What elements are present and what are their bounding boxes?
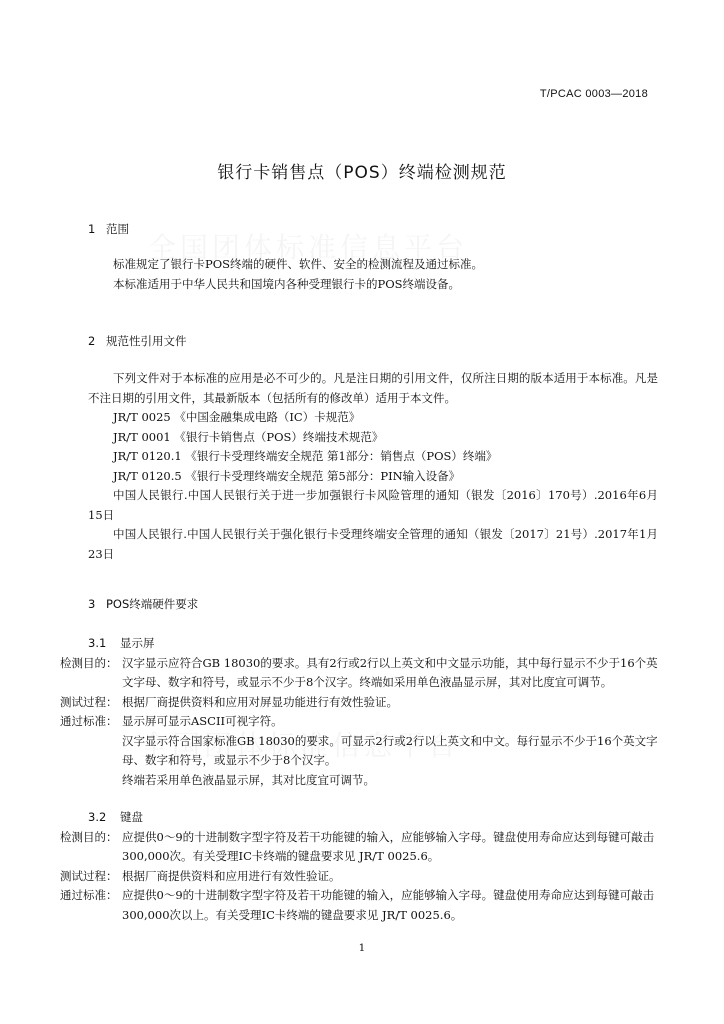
reference-item: JR/T 0025 《中国金融集成电路（IC）卡规范》 [113,410,361,424]
purpose-item [60,654,658,693]
purpose-item [60,828,658,867]
process-text: 根据厂商提供资料和应用对屏显功能进行有效性验证。 [122,694,398,709]
pass-text: 终端若采用单色液晶显示屏，其对比度宜可调节。 [122,772,375,787]
standard-code: T/PCAC 0003—2018 [539,88,648,100]
section-title: 范围 [106,222,129,236]
subsection-number: 3.2 [88,810,107,824]
paragraph: 本标准适用于中华人民共和国境内各种受理银行卡的POS终端设备。 [113,276,461,291]
page-title: 银行卡销售点（POS）终端检测规范 [217,163,507,183]
pass-text: 显示屏可显示ASCII可视字符。 [122,714,283,728]
section-1-body [88,255,658,294]
subsection-title: 键盘 [120,810,143,824]
section-3-heading [88,596,658,613]
paragraph: 下列文件对于本标准的应用是必不可少的。凡是注日期的引用文件，仅所注日期的版本适用于本标准。凡是不注日期的引用文件，其最新版本（包括所有的修改单）适用于本文件。 [88,371,658,405]
page-number: 1 [358,942,366,954]
section-number: 1 [88,222,96,236]
section-title: 规范性引用文件 [106,334,187,348]
pass-text: 汉字显示符合国家标准GB 18030的要求。可显示2行或2行以上英文和中文。每行显示不少于16个英文字母、数字和符号，或显示不少于8个汉字。 [122,733,658,767]
subsection-title: 显示屏 [120,636,155,650]
pass-label: 通过标准： [60,888,118,902]
purpose-label: 检测目的： [60,829,118,844]
process-text: 根据厂商提供资料和应用进行有效性验证。 [122,868,341,883]
reference-item: JR/T 0001 《银行卡销售点（POS）终端技术规范》 [113,429,384,444]
purpose-text: 应提供0～9的十进制数字型字符及若干功能键的输入，应能够输入字母。键盘使用寿命应达到每键可敲击 300,000次。有关受理IC卡终端的键盘要求见 JR/T 0025.6。 [122,829,655,863]
section-1-heading [88,221,658,238]
subsection-number: 3.1 [88,636,107,650]
process-label: 测试过程： [60,694,118,709]
pass-text: 应提供0～9的十进制数字型字符及若干功能键的输入，应能够输入字母。键盘使用寿命应达到每键可敲击300,000次以上。有关受理IC卡终端的键盘要求见 JR/T 0025.6。 [122,888,655,922]
pass-item [60,712,658,790]
purpose-label: 检测目的： [60,655,118,670]
reference-item: 中国人民银行.中国人民银行关于强化银行卡受理终端安全管理的通知（银发〔2017〕21号）.2017年1月23日 [88,527,658,561]
reference-item: JR/T 0120.5 《银行卡受理终端安全规范 第5部分：PIN输入设备》 [113,468,461,483]
reference-item: JR/T 0120.1 《银行卡受理终端安全规范 第1部分：销售点（POS）终端》 [113,449,498,463]
section-number: 3 [88,597,96,611]
section-title: POS终端硬件要求 [106,597,199,611]
reference-item: 中国人民银行.中国人民银行关于进一步加强银行卡风险管理的通知（银发〔2016〕170号）.2016年6月15日 [88,488,658,522]
purpose-text: 汉字显示应符合GB 18030的要求。具有2行或2行以上英文和中文显示功能，其中每行显示不少于16个英文字母、数字和符号，或显示不少于8个汉字。终端如采用单色液晶显示屏，其对比度宜可调节。 [122,655,658,689]
pass-label: 通过标准： [60,714,118,728]
subsection-heading [88,808,658,828]
paragraph: 标准规定了银行卡POS终端的硬件、软件、安全的检测流程及通过标准。 [113,257,484,271]
section-number: 2 [88,334,96,348]
section-2-heading [88,333,658,350]
subsection-3-1 [60,634,658,790]
subsection-3-2 [60,808,658,925]
subsection-heading [88,634,658,654]
process-label: 测试过程： [60,868,118,883]
pass-item [60,886,658,925]
process-item [60,693,658,713]
section-2-body [88,369,658,564]
process-item [60,867,658,887]
